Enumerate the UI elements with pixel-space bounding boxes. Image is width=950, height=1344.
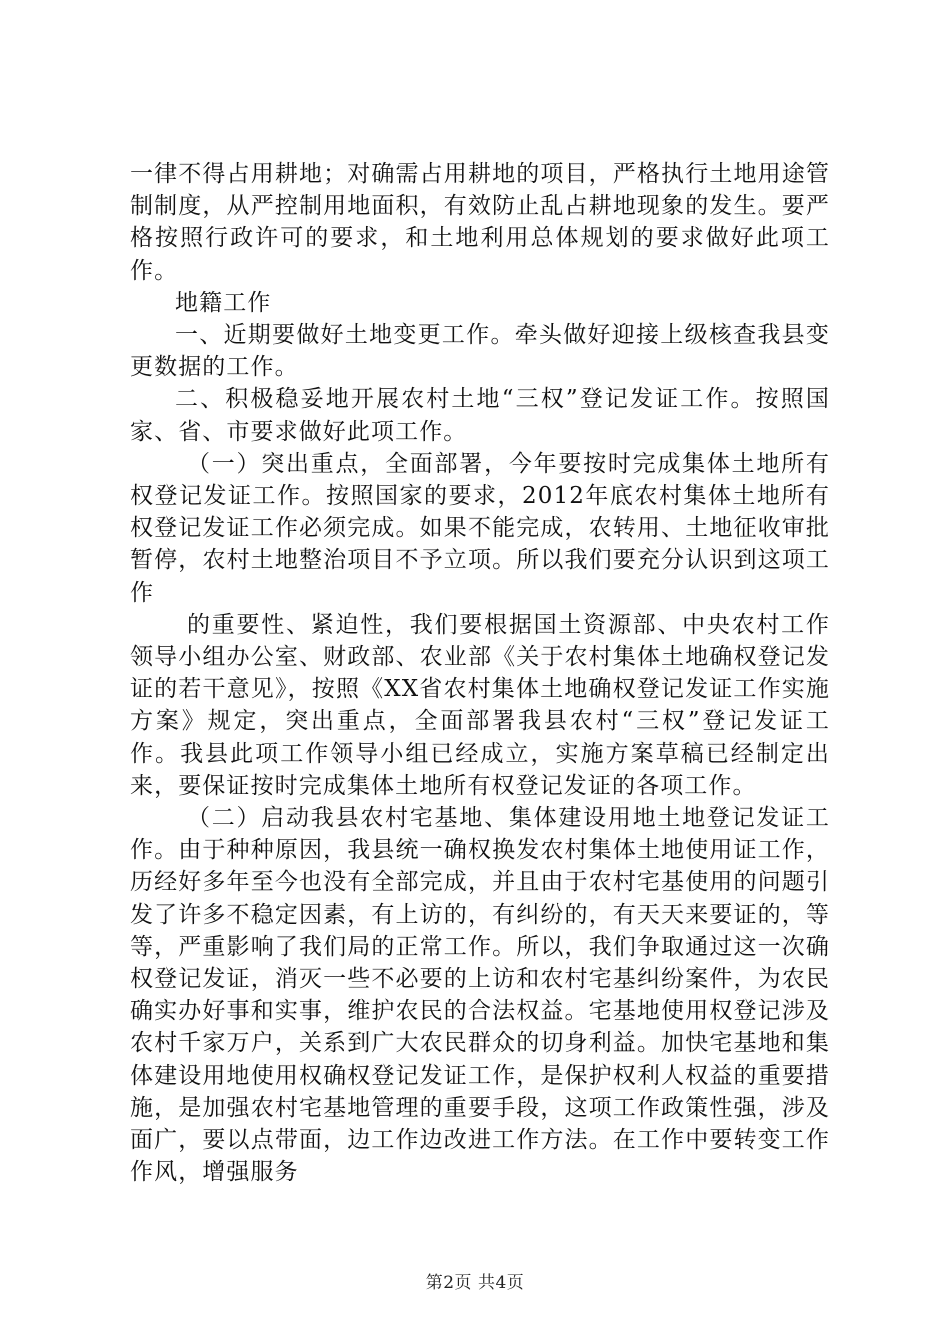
paragraph-subitem-1-continued: 的重要性、紧迫性，我们要根据国土资源部、中央农村工作领导小组办公室、财政部、农业部《关于农村集体土地确权登记发证的若干意见》，按照《XX省农村集体土地确权登记发证工作实施方案》规定，突出重点，全面部署我县农村“三权”登记发证工作。我县此项工作领导小组已经成立，实施方案草稿已经制定出来，要保证按时完成集体土地所有权登记发证的各项工作。 [130, 611, 830, 799]
section-heading-cadastral: 地籍工作 [175, 289, 272, 316]
paragraph-subitem-2: （二）启动我县农村宅基地、集体建设用地土地登记发证工作。由于种种原因，我县统一确权换发农村集体土地使用证工作，历经好多年至今也没有全部完成，并且由于农村宅基使用的问题引发了许多不稳定因素，有上访的，有纠纷的，有天天来要证的，等等，严重影响了我们局的正常工作。所以，我们争取通过这一次确权登记发证，消灭一些不必要的上访和农村宅基纠纷案件，为农民确实办好事和实事，维护农民的合法权益。宅基地使用权登记涉及农村千家万户，关系到广大农民群众的切身利益。加快宅基地和集体建设用地使用权确权登记发证工作，是保护权利人权益的重要措施，是加强农村宅基地管理的重要手段，这项工作政策性强，涉及面广，要以点带面，边工作边改进工作方法。在工作中要转变工作作风，增强服务 [130, 805, 830, 1186]
paragraph-item-2: 二、积极稳妥地开展农村土地“三权”登记发证工作。按照国家、省、市要求做好此项工作。 [130, 386, 830, 445]
paragraph-subitem-1: （一）突出重点，全面部署，今年要按时完成集体土地所有权登记发证工作。按照国家的要求，2012年底农村集体土地所有权登记发证工作必须完成。如果不能完成，农转用、土地征收审批暂停，农村土地整治项目不予立项。所以我们要充分认识到这项工作 [130, 450, 830, 606]
document-body [130, 158, 830, 1189]
paragraph-item-1: 一、近期要做好土地变更工作。牵头做好迎接上级核查我县变更数据的工作。 [130, 322, 830, 381]
page-number-footer: 第2页 共4页 [425, 1273, 525, 1293]
paragraph-farmland: 一律不得占用耕地；对确需占用耕地的项目，严格执行土地用途管制制度，从严控制用地面积，有效防止乱占耕地现象的发生。要严格按照行政许可的要求，和土地利用总体规划的要求做好此项工作。 [130, 161, 830, 284]
